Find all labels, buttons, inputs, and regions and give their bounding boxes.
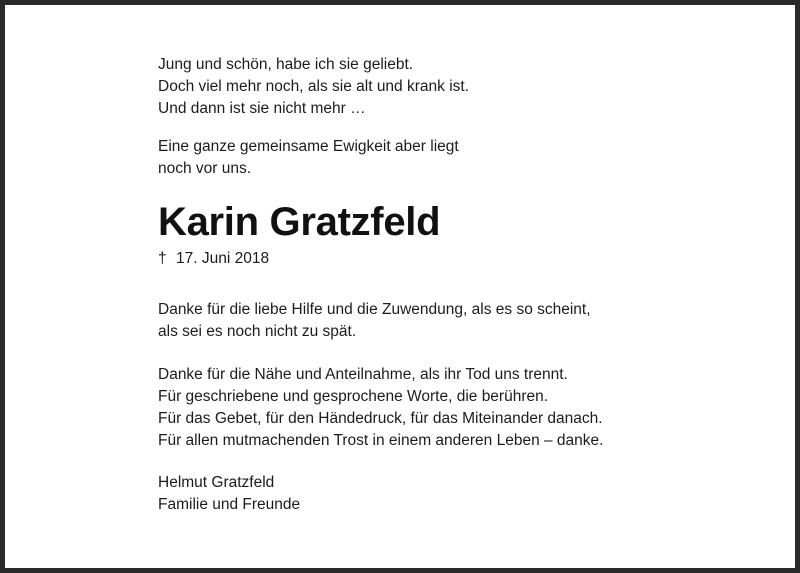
death-date: 17. Juni 2018 [176,250,270,267]
thanks-paragraph-1 [158,299,718,343]
thanks-line: Danke für die Nähe und Anteilnahme, als ihr Tod uns trennt. [158,366,568,383]
thanks-line: als sei es noch nicht zu spät. [158,323,357,340]
thanks-line: Danke für die liebe Hilfe und die Zuwendung, als es so scheint, [158,301,591,318]
poem-line: Und dann ist sie nicht mehr … [158,100,366,117]
signature-name: Helmut Gratzfeld [158,474,275,491]
poem-line: Doch viel mehr noch, als sie alt und krank ist. [158,78,469,95]
thanks-line: Für geschriebene und gesprochene Worte, die berühren. [158,388,549,405]
deceased-name: Karin Gratzfeld [158,200,441,244]
death-date-line [158,248,718,270]
signature-block [158,472,718,516]
cross-icon: † [158,250,167,267]
obituary-content [158,54,718,516]
thanks-line: Für das Gebet, für den Händedruck, für das Miteinander danach. [158,410,603,427]
poem-line: Eine ganze gemeinsame Ewigkeit aber liegt [158,138,459,155]
thanks-paragraph-2 [158,364,718,452]
signature-family: Familie und Freunde [158,496,301,513]
thanks-line: Für allen mutmachenden Trost in einem anderen Leben – danke. [158,432,604,449]
poem-stanza-1 [158,54,718,120]
poem-line: Jung und schön, habe ich sie geliebt. [158,56,414,73]
poem-line: noch vor uns. [158,160,252,177]
poem-stanza-2 [158,136,718,180]
